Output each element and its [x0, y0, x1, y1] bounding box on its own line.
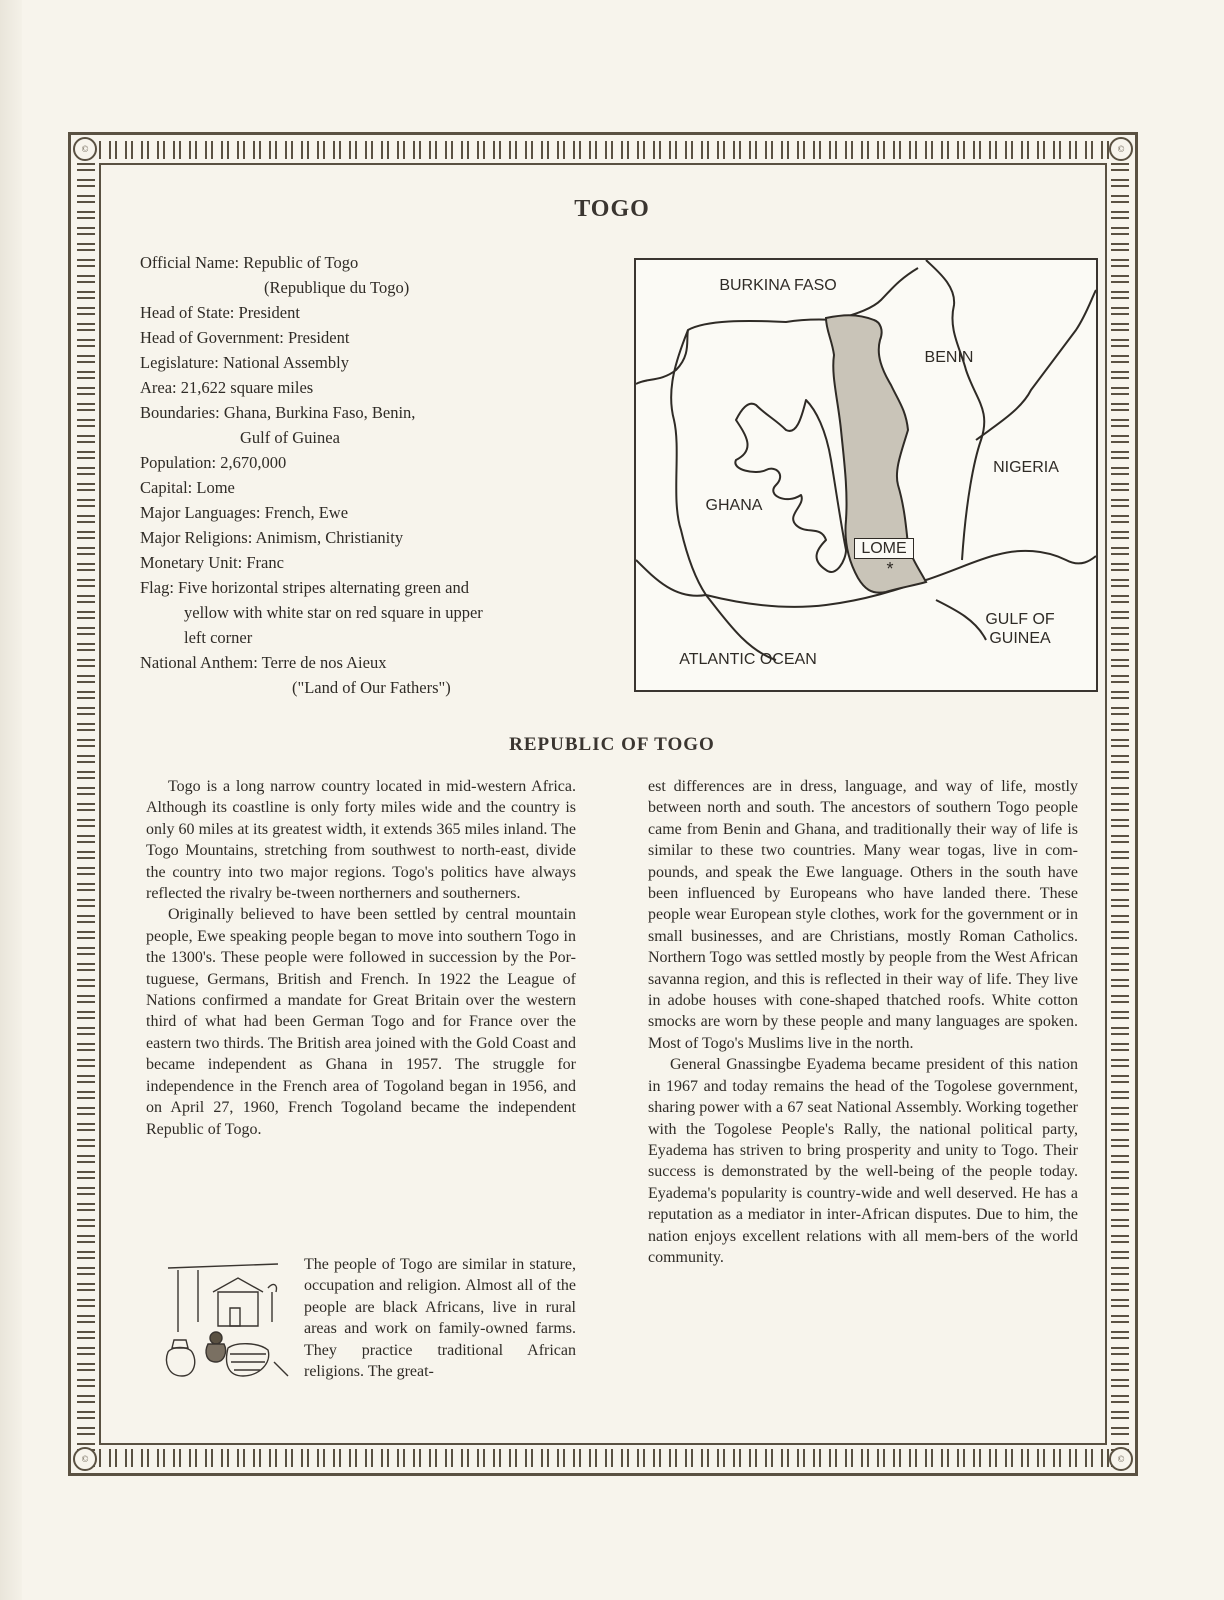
- fact-value: Animism, Christianity: [255, 528, 404, 547]
- map-label-gulf-of-guinea: [970, 610, 1070, 648]
- fact-label: Head of Government:: [140, 328, 284, 347]
- fact-value-continued: (Republique du Togo): [264, 278, 410, 297]
- fact-value: Five horizontal stripes alternating green and: [178, 578, 469, 597]
- border-line-benin-east: [976, 290, 1096, 440]
- fact-label: Major Languages:: [140, 503, 261, 522]
- border-right-pattern: [1111, 141, 1129, 1467]
- fact-label: Population:: [140, 453, 217, 472]
- fact-value: French, Ewe: [264, 503, 349, 522]
- fact-anthem: [140, 650, 610, 700]
- fact-official-name: [140, 250, 610, 300]
- page-title: TOGO: [574, 196, 650, 222]
- gulf-label-line2: GUINEA: [989, 630, 1051, 647]
- map-label-atlantic-ocean: ATLANTIC OCEAN: [679, 651, 817, 668]
- fact-capital: [140, 475, 610, 500]
- fact-label: Capital:: [140, 478, 193, 497]
- border-left-pattern: [77, 141, 95, 1467]
- fact-population: [140, 450, 610, 475]
- coast-line-west: [636, 560, 776, 660]
- fact-value: 2,670,000: [220, 453, 287, 472]
- paragraph-geography: Togo is a long narrow country located in mid-western Africa. Although its coastline is only forty miles wide and the country is only 60 miles at its greatest width, it extends 365 miles inland. The Togo Mountains, stretching from southwest to north-east, divide the country into two major regions. Togo's politics have always reflected the rivalry be-tween northerners and southerners.: [146, 778, 576, 903]
- country-facts: [140, 250, 610, 700]
- body-column-left-wrap: [304, 1254, 576, 1382]
- fact-value: National Assembly: [222, 353, 349, 372]
- fact-value: Ghana, Burkina Faso, Benin,: [223, 403, 416, 422]
- fact-label: Major Religions:: [140, 528, 253, 547]
- fact-value: Terre de nos Aieux: [261, 653, 387, 672]
- gulf-label-line1: GULF OF: [985, 611, 1055, 628]
- village-scene-illustration: [158, 1252, 296, 1382]
- fact-value-continued: Gulf of Guinea: [240, 428, 340, 447]
- map-label-burkina-faso: BURKINA FASO: [719, 277, 837, 294]
- map-label-lome: LOME: [854, 538, 914, 559]
- fact-label: Area:: [140, 378, 177, 397]
- fact-value: Lome: [196, 478, 235, 497]
- fact-label: National Anthem:: [140, 653, 258, 672]
- map-label-nigeria: NIGERIA: [993, 459, 1059, 476]
- body-column-left: [146, 776, 576, 1140]
- map-label-benin: BENIN: [924, 349, 974, 366]
- map-label-ghana: GHANA: [705, 497, 763, 514]
- border-bottom-pattern: [77, 1449, 1129, 1467]
- fact-value: Republic of Togo: [243, 253, 359, 272]
- paragraph-history: Originally believed to have been settled by central mountain people, Ewe speaking people began to move into southern Togo in the 1300's. These people were followed in succession by the Por-tuguese, Germans, British and French. In 1922 the League of Nations confirmed a mandate for Great Britain over the western third of what had been German Togo and for France over the eastern two thirds. The British area joined with the Gold Coast and became independent as Ghana in 1957. The struggle for independence in the French area of Togoland began in 1956, and on April 27, 1960, French Togoland became the independent Republic of Togo.: [146, 906, 576, 1138]
- fact-value-continued: left corner: [184, 628, 253, 647]
- fact-label: Boundaries:: [140, 403, 220, 422]
- fact-label: Head of State:: [140, 303, 235, 322]
- fact-boundaries: [140, 400, 610, 450]
- fact-legislature: [140, 350, 610, 375]
- capital-star-icon: *: [886, 559, 894, 579]
- fact-label: Legislature:: [140, 353, 219, 372]
- volta-lake: [735, 400, 846, 572]
- corner-ornament-top-left: ©: [73, 137, 97, 161]
- fact-languages: [140, 500, 610, 525]
- border-line-northeast: [926, 260, 984, 560]
- border-top-pattern: [77, 141, 1129, 159]
- fact-flag: [140, 575, 610, 650]
- fact-value: Franc: [246, 553, 284, 572]
- fact-religions: [140, 525, 610, 550]
- fact-value-continued: yellow with white star on red square in upper: [184, 603, 483, 622]
- fact-label: Flag:: [140, 578, 174, 597]
- fact-value: President: [288, 328, 350, 347]
- section-title: REPUBLIC OF TOGO: [509, 734, 715, 755]
- fact-label: Official Name:: [140, 253, 240, 272]
- fact-head-of-government: [140, 325, 610, 350]
- fact-value: President: [238, 303, 300, 322]
- fact-value-continued: ("Land of Our Fathers"): [292, 678, 451, 697]
- fact-area: [140, 375, 610, 400]
- paragraph-government: General Gnassingbe Eyadema became president of this nation in 1967 and today remains the head of the Togolese government, sharing power with a 67 seat National Assembly. Working together with the Togolese People's Rally, the national political party, Eyadema has striven to bring prosperity and unity to Togo. Their success is demonstrated by the well-being of the people today. Eyadema's popularity is country-wide and well deserved. He has a reputation as a mediator in inter-African disputes. Due to him, the nation enjoys excellent relations with all mem-bers of the world community.: [648, 1056, 1078, 1266]
- fact-value: 21,622 square miles: [180, 378, 314, 397]
- paragraph-people: The people of Togo are similar in stature, occupation and religion. Almost all of the people are black Africans, live in rural areas and work on family-owned farms. They practice traditional African religions. The great-: [304, 1256, 576, 1381]
- body-column-right: [648, 776, 1078, 1268]
- fact-monetary-unit: [140, 550, 610, 575]
- corner-ornament-bottom-left: ©: [73, 1447, 97, 1471]
- corner-ornament-bottom-right: ©: [1109, 1447, 1133, 1471]
- corner-ornament-top-right: ©: [1109, 137, 1133, 161]
- fact-label: Monetary Unit:: [140, 553, 243, 572]
- fact-head-of-state: [140, 300, 610, 325]
- togo-map: [634, 258, 1098, 692]
- page-edge: [0, 0, 22, 1600]
- paragraph-people-continued: est differences are in dress, language, and way of life, mostly between north and south. The ancestors of southern Togo people came from Benin and Ghana, and traditionally their way of life is similar to these two countries. Many wear togas, live in com-pounds, and speak the Ewe language. Others in the south have been influenced by Europeans who have landed there. These people wear European style clothes, work for the government or in small businesses, and are Christians, mostly Roman Catholics. Northern Togo was settled mostly by people from the West African savanna region, and this is reflected in their way of life. They live in adobe houses with cone-shaped thatched roofs. White cotton smocks are worn by these people and many languages are spoken. Most of Togo's Muslims live in the north.: [648, 778, 1078, 1052]
